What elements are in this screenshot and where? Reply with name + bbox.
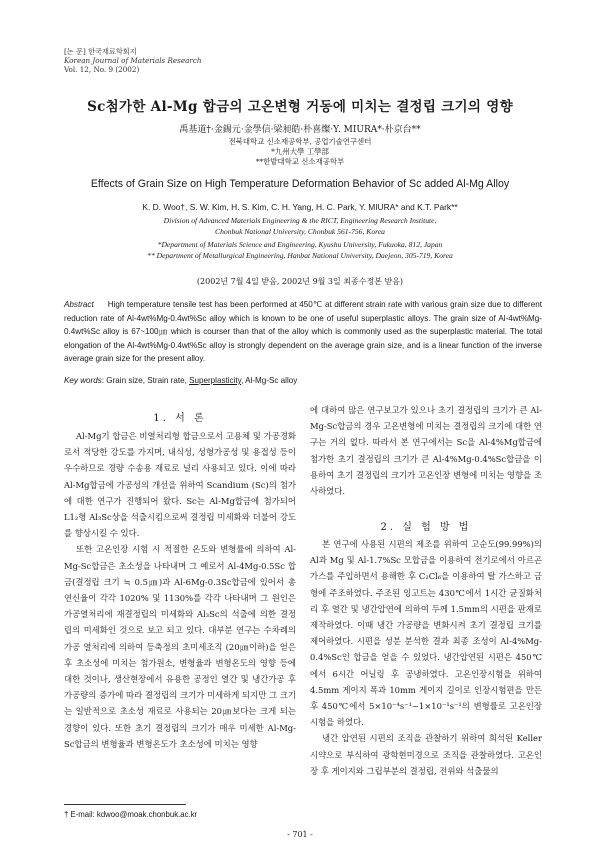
intro-paragraph-2: 또한 고온인장 시험 시 적절한 온도와 변형률에 의하여 Al-Mg-Sc합금은 초소성을 나타내며 그 예로서 Al-4Mg-0.5Sc 합금(결정립 크기 ≒ 0.5㎛)과 Al-6Mg-0.3Sc합금에 있어서 총 연신율이 각각 1020% 및 1130%를 각각 나타내며 그 원인은 가공열처리에 재결정립의 미세화와 Al₃Sc의 석출에 의한 결정립의 미세화인 것으로 보고 되고 있다. 대부분 연구는 수차례의 가공 열처리에 의하여 등축정의 초미세조직 (20㎛이하)을 얻은 후 초소성에 미치는 첨가원소, 변형율과 변형온도의 영향 등에 대한 것이나, 생산현장에서 유용한 공정인 열간 및 냉간가공 후 가공량의 증가에 따라 결정립의 크기가 미세하게 되지만 그 크기는 일반적으로 초소성 재료로 사용되는 20㎛보다는 크게 되는 경향이 있다. 또한 초기 결정립의 크기가 매우 미세한 Al-Mg-Sc합금의 변형율과 변형온도가 초소성에 미치는 영향 <box>64 544 296 749</box>
keywords-pre: : Grain size, Strain rate, <box>101 376 190 385</box>
left-column <box>64 428 296 752</box>
affiliation-ko-1: 전북대학교 신소재공학부, 공업기술연구센터 <box>228 137 372 146</box>
affiliation-ko-2: *九州大學 工學部 <box>271 147 329 156</box>
methods-paragraph-2: 냉간 압연된 시편의 조직을 관찰하기 위하여 희석된 Keller 시약으로 부식하여 광학현미경으로 조직을 관찰하였다. 고온인장 후 게이지와 그립부분의 결정립, 전위와 석출물의 <box>310 733 542 776</box>
section-heading-methods: 2. 실 험 방 법 <box>380 522 472 533</box>
keywords-post: , Al-Mg-Sc alloy <box>241 376 298 385</box>
affiliation-en-1: Division of Advanced Materials Engineering & the RICT, Engineering Research Institute, <box>163 216 437 225</box>
title-korean: Sc첨가한 Al-Mg 합금의 고온변형 거동에 미치는 결정립 크기의 영향 <box>87 99 513 115</box>
intro-paragraph-1: Al-Mg기 합금은 비열처리형 합금으로서 고용체 및 가공경화로서 적당한 강도를 가지며, 내식성, 성형가공성 및 용접성 등이 우수하므로 경량 수송용 재료로 널리 사용되고 있다. 이에 따라 Al-Mg합금에 가공성의 개선을 위하여 Scandium (Sc)의 첨가에 대한 연구가 진행되어 왔다. Sc는 Al-Mg합금에 첨가되어 L1₂형 Al₃Sc상을 석출시킴으로써 결정립 미세화와 더불어 강도를 향상시킬 수 있다. <box>64 431 296 539</box>
page-number: - 701 - <box>287 830 313 839</box>
affiliation-en-4: ** Department of Metallurgical Engineering, Hanbat National University, Daejeon, 305-719, Korea <box>147 251 453 260</box>
keywords-label: Key words <box>64 376 102 385</box>
journal-volume: Vol. 12, No. 9 (2002) <box>64 64 140 74</box>
affiliation-en-3: *Department of Materials Science and Engineering, Kyushu University, Fukuoka, 812, Japan <box>157 240 443 249</box>
journal-header <box>64 48 202 74</box>
footnote-email: † E-mail: kdwoo@moak.chonbuk.ac.kr <box>64 810 198 819</box>
keywords-superplasticity: Superplasticity <box>189 376 242 385</box>
authors-english: K. D. Woo†, S. W. Kim, H. S. Kim, C. H. Yang, H. C. Park, Y. MIURA* and K.T. Park** <box>142 202 458 212</box>
footnote-rule <box>64 804 186 805</box>
abstract-label: Abstract <box>64 300 94 309</box>
authors-korean: 禹基道†·金錫元·金學信·梁昶皓·朴喜燦·Y. MIURA*·朴京台** <box>179 125 421 135</box>
journal-name-en: Korean Journal of Materials Research <box>64 55 202 65</box>
methods-paragraph-1: 본 연구에 사용된 시편의 제조를 위하여 고순도(99.99%)의 Al과 Mg 및 Al-1.7%Sc 모합금을 이용하여 전기로에서 아르곤 가스를 주입하면서 용해한 후 C₂Cl₆을 이용하여 탈 가스하고 금형에 주조하였다. 주조된 잉고트는 430℃에서 1시간 균질화처리 후 열간 및 냉간압연에 의하여 두께 1.5mm의 시편을 판재로 제작하였다. 이때 냉간 가공량을 변화시켜 초기 결정립 크기를 제어하였다. 시편을 성분 분석한 결과 최종 조성이 Al-4%Mg-0.4%Sc인 합금을 얻을 수 있었다. 냉간압연된 시편은 450℃에서 6시간 어닐링 후 공냉하였다. 고온인장시험을 위하여 4.5mm 게이지 폭과 10mm 게이지 길이로 인장시험편을 만든 후 450℃에서 5×10⁻⁴s⁻¹~1×10⁻¹s⁻¹의 변형률로 고온인장 시험을 하였다. <box>310 539 542 728</box>
keywords <box>64 376 542 385</box>
journal-label-ko: [논 문] 한국재료학회지 <box>64 47 137 56</box>
received-dates: (2002년 7월 4일 받음, 2002년 9월 3일 최종수정본 받음) <box>196 277 404 286</box>
right-column-methods <box>310 536 542 779</box>
right-column-intro <box>310 402 542 499</box>
affiliation-en-2: Chonbuk National University, Chonbuk 561-756, Korea <box>215 227 385 236</box>
affiliation-ko-3: **한밭대학교 신소재공학부 <box>255 157 345 166</box>
title-english: Effects of Grain Size on High Temperature Deformation Behavior of Sc added Al-Mg Alloy <box>90 178 510 190</box>
section-heading-intro: 1. 서 론 <box>153 413 207 424</box>
abstract-text: High temperature tensile test has been performed at 450℃ at different strain rate with various grain size due to different reduction rate of Al-4wt%Mg-0.4wt%Sc alloy which is known to be one of useful superplastic alloys. The grain size of Al-4wt%Mg-0.4wt%Sc alloy is 67~100㎛ which is courser than that of the alloy which is commonly used as the superplastic material. The total elongation of the Al-4wt%Mg-0.4wt%Sc alloy is strongly dependent on the average grain size, and is a linear function of the inverse average grain size for the present alloy. <box>64 300 542 364</box>
intro-continuation: 에 대하여 많은 연구보고가 있으나 초기 결정립의 크기가 큰 Al-Mg-Sc합금의 경우 고온변형에 미치는 결정립의 크기에 대한 연구는 거의 없다. 따라서 본 연구에서는 Sc을 Al-4%Mg합금에 첨가한 초기 결정립의 크기가 큰 Al-4%Mg-0.4%Sc합금을 이용하여 초기 결정립의 크기가 고온인장 변형에 미치는 영향을 조사하였다. <box>310 405 542 497</box>
abstract <box>64 298 542 366</box>
